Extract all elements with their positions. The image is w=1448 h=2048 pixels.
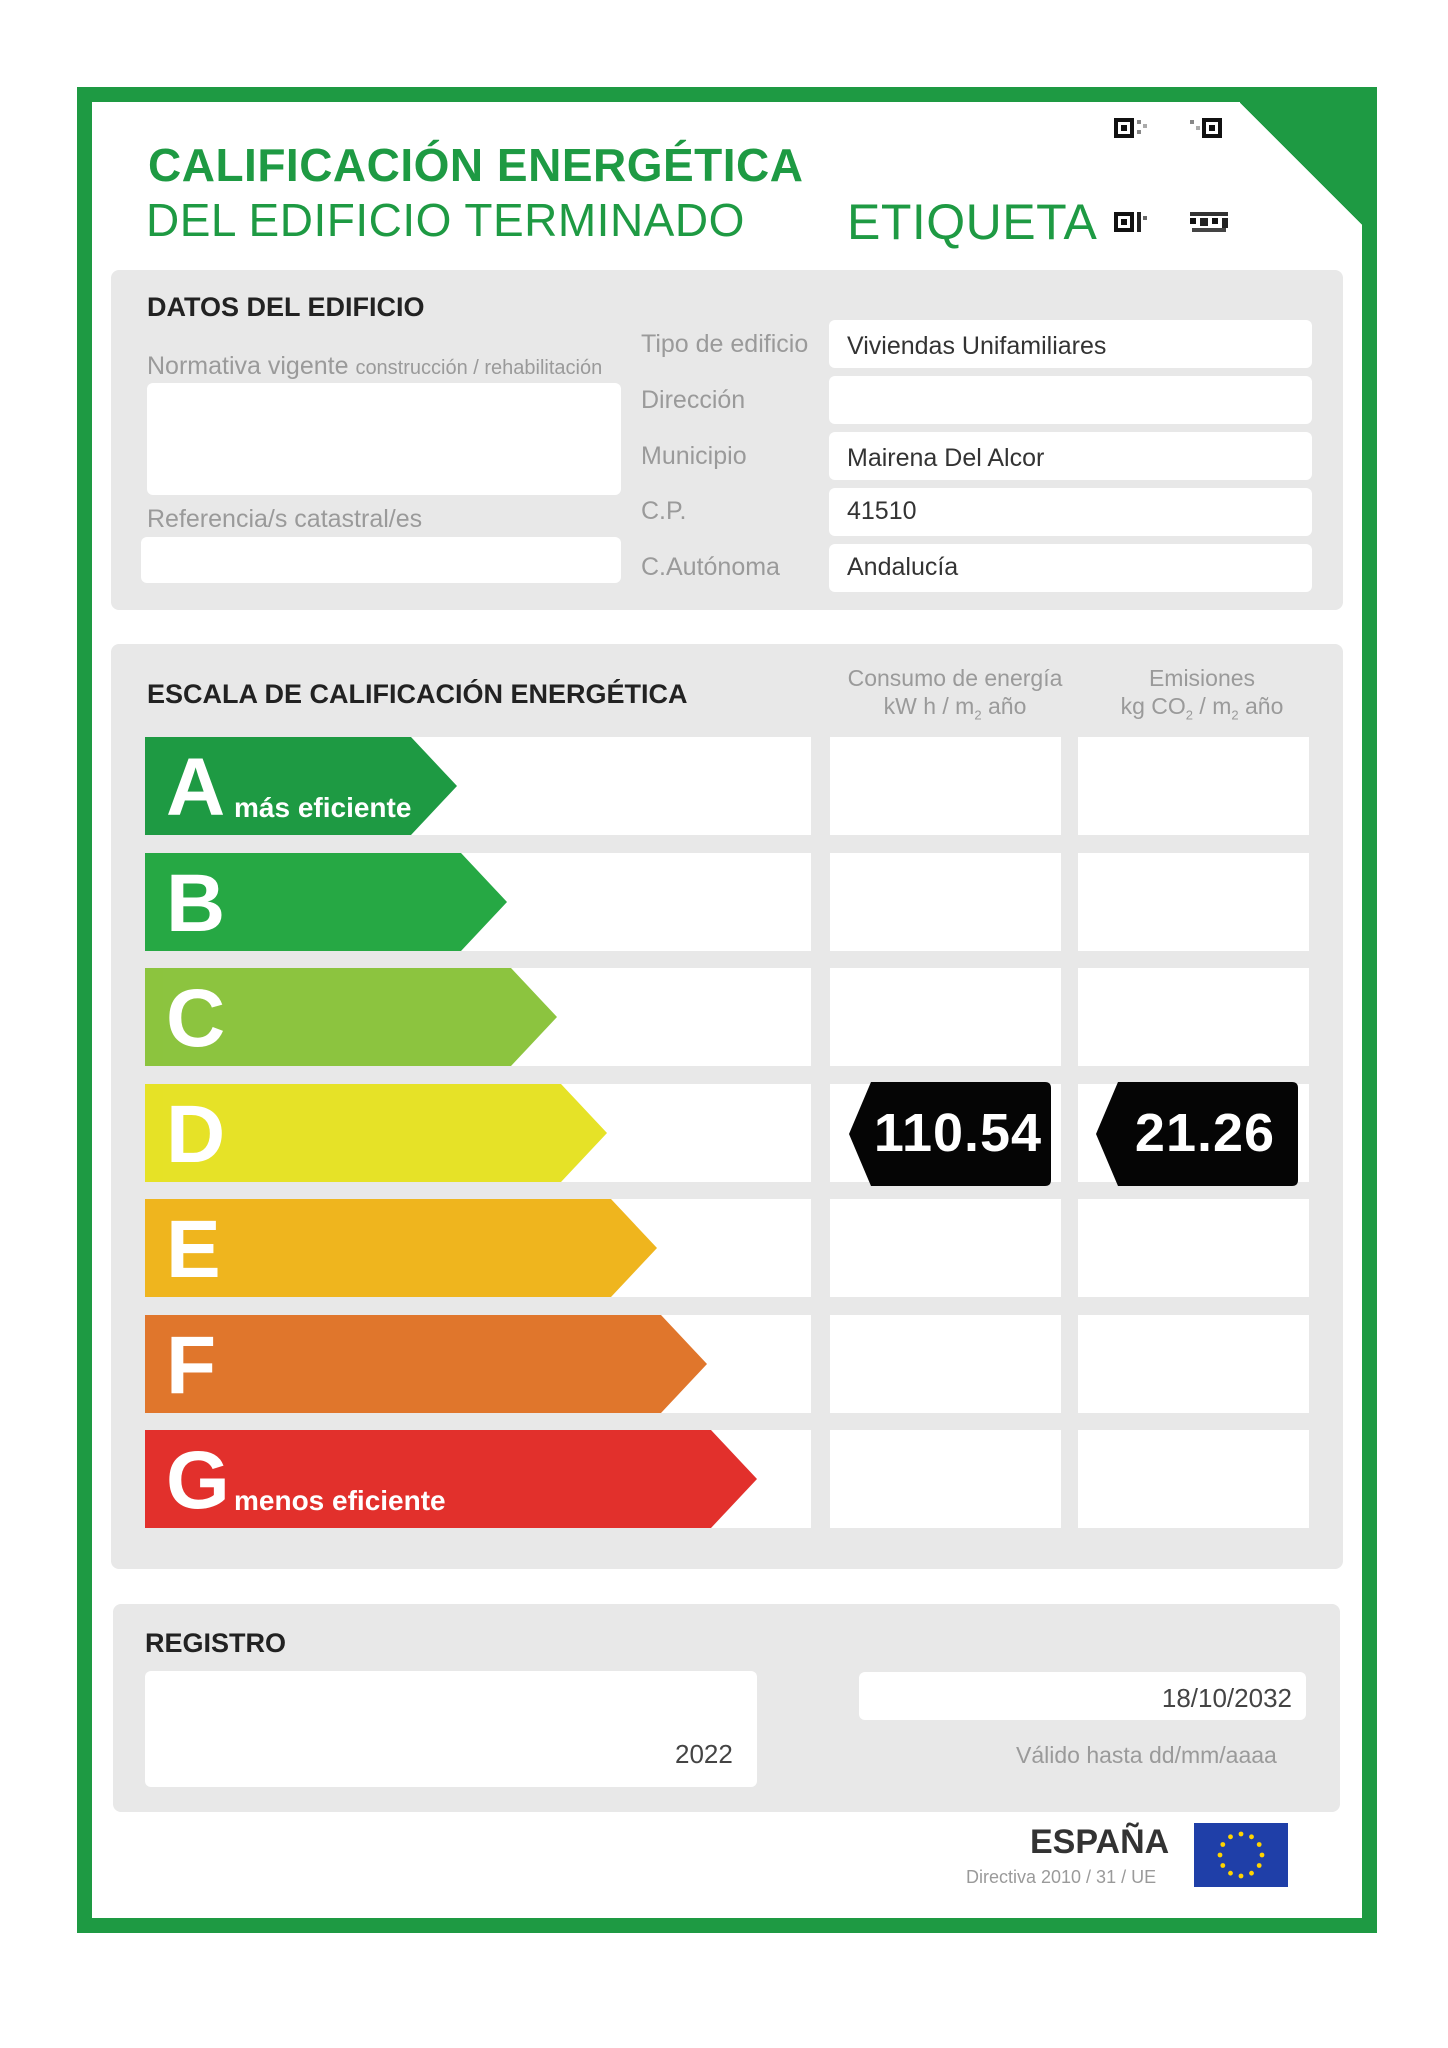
qr-code-icon bbox=[1190, 118, 1214, 138]
building-section-title: DATOS DEL EDIFICIO bbox=[147, 292, 425, 322]
municipio-label: Municipio bbox=[641, 442, 747, 470]
municipio-value: Mairena Del Alcor bbox=[847, 444, 1045, 472]
normativa-field bbox=[147, 383, 621, 495]
eu-star bbox=[1218, 1853, 1223, 1858]
class-f-arrow bbox=[145, 1315, 707, 1413]
consumo-cell bbox=[830, 1315, 1061, 1413]
eu-star bbox=[1257, 1863, 1262, 1868]
emisiones-cell bbox=[1078, 1199, 1309, 1297]
emisiones-cell bbox=[1078, 1315, 1309, 1413]
etiqueta-label: ETIQUETA bbox=[847, 194, 1098, 250]
registro-number-field bbox=[145, 1671, 757, 1787]
scale-section-title: ESCALA DE CALIFICACIÓN ENERGÉTICA bbox=[147, 679, 688, 709]
eu-star bbox=[1228, 1834, 1233, 1839]
eu-star bbox=[1249, 1871, 1254, 1876]
consumo-cell bbox=[830, 968, 1061, 1066]
valid-until-value: 18/10/2032 bbox=[1161, 1683, 1292, 1713]
eu-star bbox=[1249, 1834, 1254, 1839]
corner-triangle bbox=[1240, 100, 1362, 228]
eu-star bbox=[1239, 1874, 1244, 1879]
emisiones-cell bbox=[1078, 968, 1309, 1066]
consumo-cell bbox=[830, 853, 1061, 951]
consumo-cell bbox=[830, 737, 1061, 835]
eu-star bbox=[1260, 1853, 1265, 1858]
direccion-label: Dirección bbox=[641, 386, 746, 414]
referencia-label: Referencia/s catastral/es bbox=[147, 505, 423, 533]
consumo-cell bbox=[830, 1199, 1061, 1297]
class-sublabel: más eficiente bbox=[234, 792, 412, 823]
class-letter: E bbox=[166, 1204, 221, 1295]
valid-until-label: Válido hasta dd/mm/aaaa bbox=[1016, 1742, 1277, 1768]
qr-code-icon bbox=[1190, 212, 1214, 232]
class-letter: D bbox=[166, 1089, 226, 1180]
emisiones-cell bbox=[1078, 1430, 1309, 1528]
eu-star bbox=[1239, 1832, 1244, 1837]
qr-code-icon bbox=[1114, 212, 1138, 232]
class-e-arrow bbox=[145, 1199, 657, 1297]
cp-label: C.P. bbox=[641, 497, 687, 525]
eu-star bbox=[1220, 1842, 1225, 1847]
eu-star bbox=[1220, 1863, 1225, 1868]
referencia-field bbox=[141, 537, 621, 583]
tipo-label: Tipo de edificio bbox=[641, 330, 809, 358]
title-line1: CALIFICACIÓN ENERGÉTICA bbox=[148, 139, 804, 191]
directive-text: Directiva 2010 / 31 / UE bbox=[966, 1867, 1157, 1887]
class-letter: F bbox=[166, 1320, 217, 1411]
country-name: ESPAÑA bbox=[1030, 1823, 1170, 1861]
class-letter: B bbox=[166, 858, 226, 949]
autonoma-label: C.Autónoma bbox=[641, 553, 780, 581]
eu-flag-icon bbox=[1194, 1823, 1288, 1887]
qr-code-icon bbox=[1114, 118, 1138, 138]
autonoma-value: Andalucía bbox=[847, 553, 959, 581]
cp-value: 41510 bbox=[847, 497, 917, 525]
consumo-column-header: Consumo de energía kW h / $m_2$ año bbox=[847, 665, 1063, 723]
direccion-field bbox=[829, 376, 1312, 424]
eu-star bbox=[1228, 1871, 1233, 1876]
eu-star bbox=[1257, 1842, 1262, 1847]
normativa-label: Normativa vigente construcción / rehabilitación bbox=[147, 352, 603, 380]
emisiones-cell bbox=[1078, 853, 1309, 951]
title-line2: DEL EDIFICIO TERMINADO bbox=[146, 194, 745, 246]
class-sublabel: menos eficiente bbox=[234, 1485, 446, 1516]
consumo-cell bbox=[830, 1430, 1061, 1528]
class-letter: C bbox=[166, 973, 226, 1064]
tipo-value: Viviendas Unifamiliares bbox=[847, 332, 1107, 360]
emisiones-value-text: 21.26 bbox=[1134, 1103, 1276, 1163]
class-letter: A bbox=[166, 742, 226, 833]
emisiones-column-header: Emisiones kg $CO_2 / m_2$ año bbox=[1120, 665, 1284, 723]
registro-number: 2022 bbox=[675, 1739, 733, 1769]
emisiones-cell bbox=[1078, 737, 1309, 835]
class-letter: G bbox=[166, 1435, 230, 1526]
registro-section-title: REGISTRO bbox=[145, 1628, 287, 1658]
consumo-value-text: 110.54 bbox=[873, 1103, 1043, 1163]
